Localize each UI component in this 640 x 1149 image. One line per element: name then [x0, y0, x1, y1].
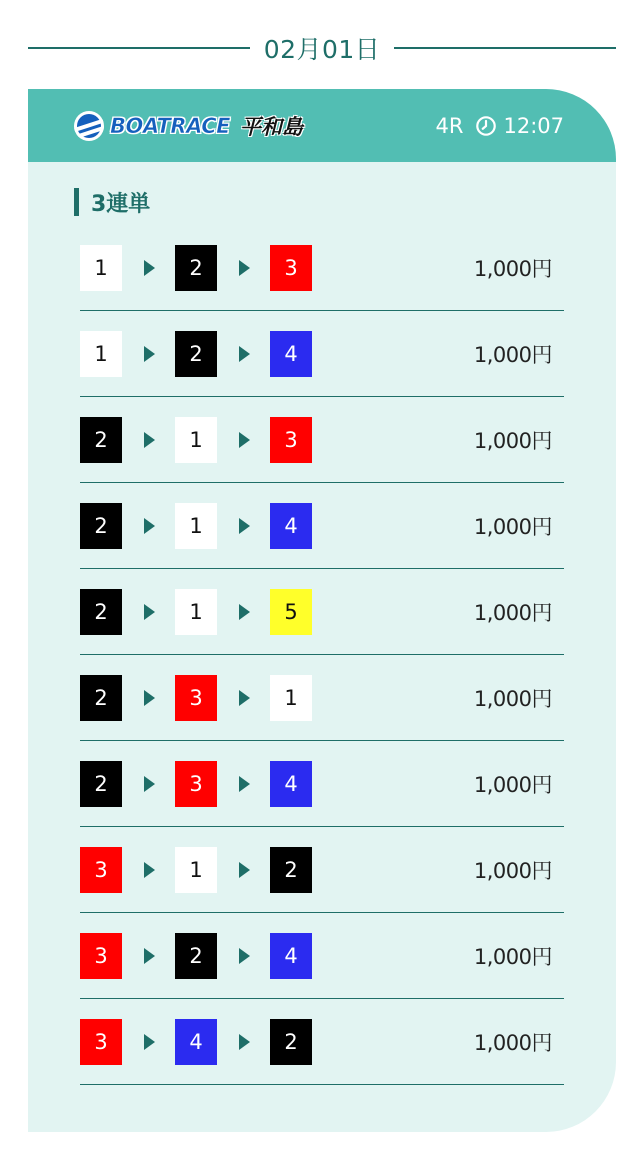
bet-amount: 1,000円: [473, 1030, 552, 1055]
bet-row: [80, 999, 564, 1085]
arrow-right-icon: [239, 948, 250, 964]
boat-number-first: 2: [80, 761, 122, 807]
arrow-right-icon: [239, 432, 250, 448]
boat-number-third: 3: [270, 245, 312, 291]
boat-number-second: 3: [175, 675, 217, 721]
bet-amount: 1,000円: [473, 256, 552, 281]
bet-amount: 1,000円: [473, 600, 552, 625]
bet-row: [80, 483, 564, 569]
venue-name: 平和島: [239, 114, 303, 139]
boat-number-second: 1: [175, 847, 217, 893]
date-label: 02月01日: [263, 35, 381, 64]
boat-number-third: 4: [270, 761, 312, 807]
boat-number-second: 2: [175, 331, 217, 377]
bet-row: [80, 827, 564, 913]
logo-text: BOATRACE: [110, 113, 230, 138]
bet-amount: 1,000円: [473, 342, 552, 367]
card-header: [28, 89, 616, 162]
date-header: [28, 28, 616, 68]
boat-number-second: 1: [175, 417, 217, 463]
bet-amount: 1,000円: [473, 944, 552, 969]
arrow-right-icon: [239, 1034, 250, 1050]
arrow-right-icon: [144, 776, 155, 792]
boat-number-third: 5: [270, 589, 312, 635]
arrow-right-icon: [144, 862, 155, 878]
arrow-right-icon: [239, 260, 250, 276]
clock-icon: [475, 115, 497, 137]
boat-number-third: 2: [270, 847, 312, 893]
race-time: 12:07: [503, 113, 564, 138]
arrow-right-icon: [144, 1034, 155, 1050]
bet-row: [80, 741, 564, 827]
boat-number-third: 4: [270, 503, 312, 549]
boat-number-second: 1: [175, 589, 217, 635]
boat-number-first: 3: [80, 1019, 122, 1065]
bet-row: [80, 311, 564, 397]
boat-number-first: 2: [80, 675, 122, 721]
arrow-right-icon: [144, 260, 155, 276]
boat-number-second: 2: [175, 933, 217, 979]
bet-ticket-card: [28, 89, 616, 1132]
bet-row: [80, 913, 564, 999]
arrow-right-icon: [239, 862, 250, 878]
bet-amount: 1,000円: [473, 772, 552, 797]
boat-number-first: 3: [80, 847, 122, 893]
arrow-right-icon: [239, 346, 250, 362]
race-number: 4R: [435, 113, 464, 138]
arrow-right-icon: [144, 432, 155, 448]
bet-row: [80, 225, 564, 311]
bet-amount: 1,000円: [473, 428, 552, 453]
boat-number-first: 3: [80, 933, 122, 979]
race-info: [436, 114, 564, 138]
arrow-right-icon: [144, 948, 155, 964]
arrow-right-icon: [144, 690, 155, 706]
bet-row: [80, 569, 564, 655]
boat-number-third: 4: [270, 331, 312, 377]
boat-number-third: 1: [270, 675, 312, 721]
bet-amount: 1,000円: [473, 514, 552, 539]
bet-amount: 1,000円: [473, 858, 552, 883]
arrow-right-icon: [239, 690, 250, 706]
bet-amount: 1,000円: [473, 686, 552, 711]
boat-number-first: 2: [80, 589, 122, 635]
boat-number-third: 4: [270, 933, 312, 979]
boat-number-third: 3: [270, 417, 312, 463]
boatrace-logo: [74, 111, 303, 141]
boat-number-second: 1: [175, 503, 217, 549]
date-line-left: [28, 47, 250, 49]
boat-number-second: 4: [175, 1019, 217, 1065]
boat-number-second: 3: [175, 761, 217, 807]
boat-number-third: 2: [270, 1019, 312, 1065]
bet-list: [80, 225, 564, 1085]
boatrace-logo-icon: [74, 111, 104, 141]
arrow-right-icon: [239, 604, 250, 620]
arrow-right-icon: [239, 776, 250, 792]
bet-type-title: 3連単: [74, 188, 616, 216]
bet-row: [80, 655, 564, 741]
boat-number-first: 2: [80, 503, 122, 549]
boat-number-first: 1: [80, 331, 122, 377]
bet-row: [80, 397, 564, 483]
arrow-right-icon: [239, 518, 250, 534]
boat-number-second: 2: [175, 245, 217, 291]
arrow-right-icon: [144, 604, 155, 620]
boat-number-first: 2: [80, 417, 122, 463]
arrow-right-icon: [144, 518, 155, 534]
boat-number-first: 1: [80, 245, 122, 291]
arrow-right-icon: [144, 346, 155, 362]
date-line-right: [394, 47, 616, 49]
